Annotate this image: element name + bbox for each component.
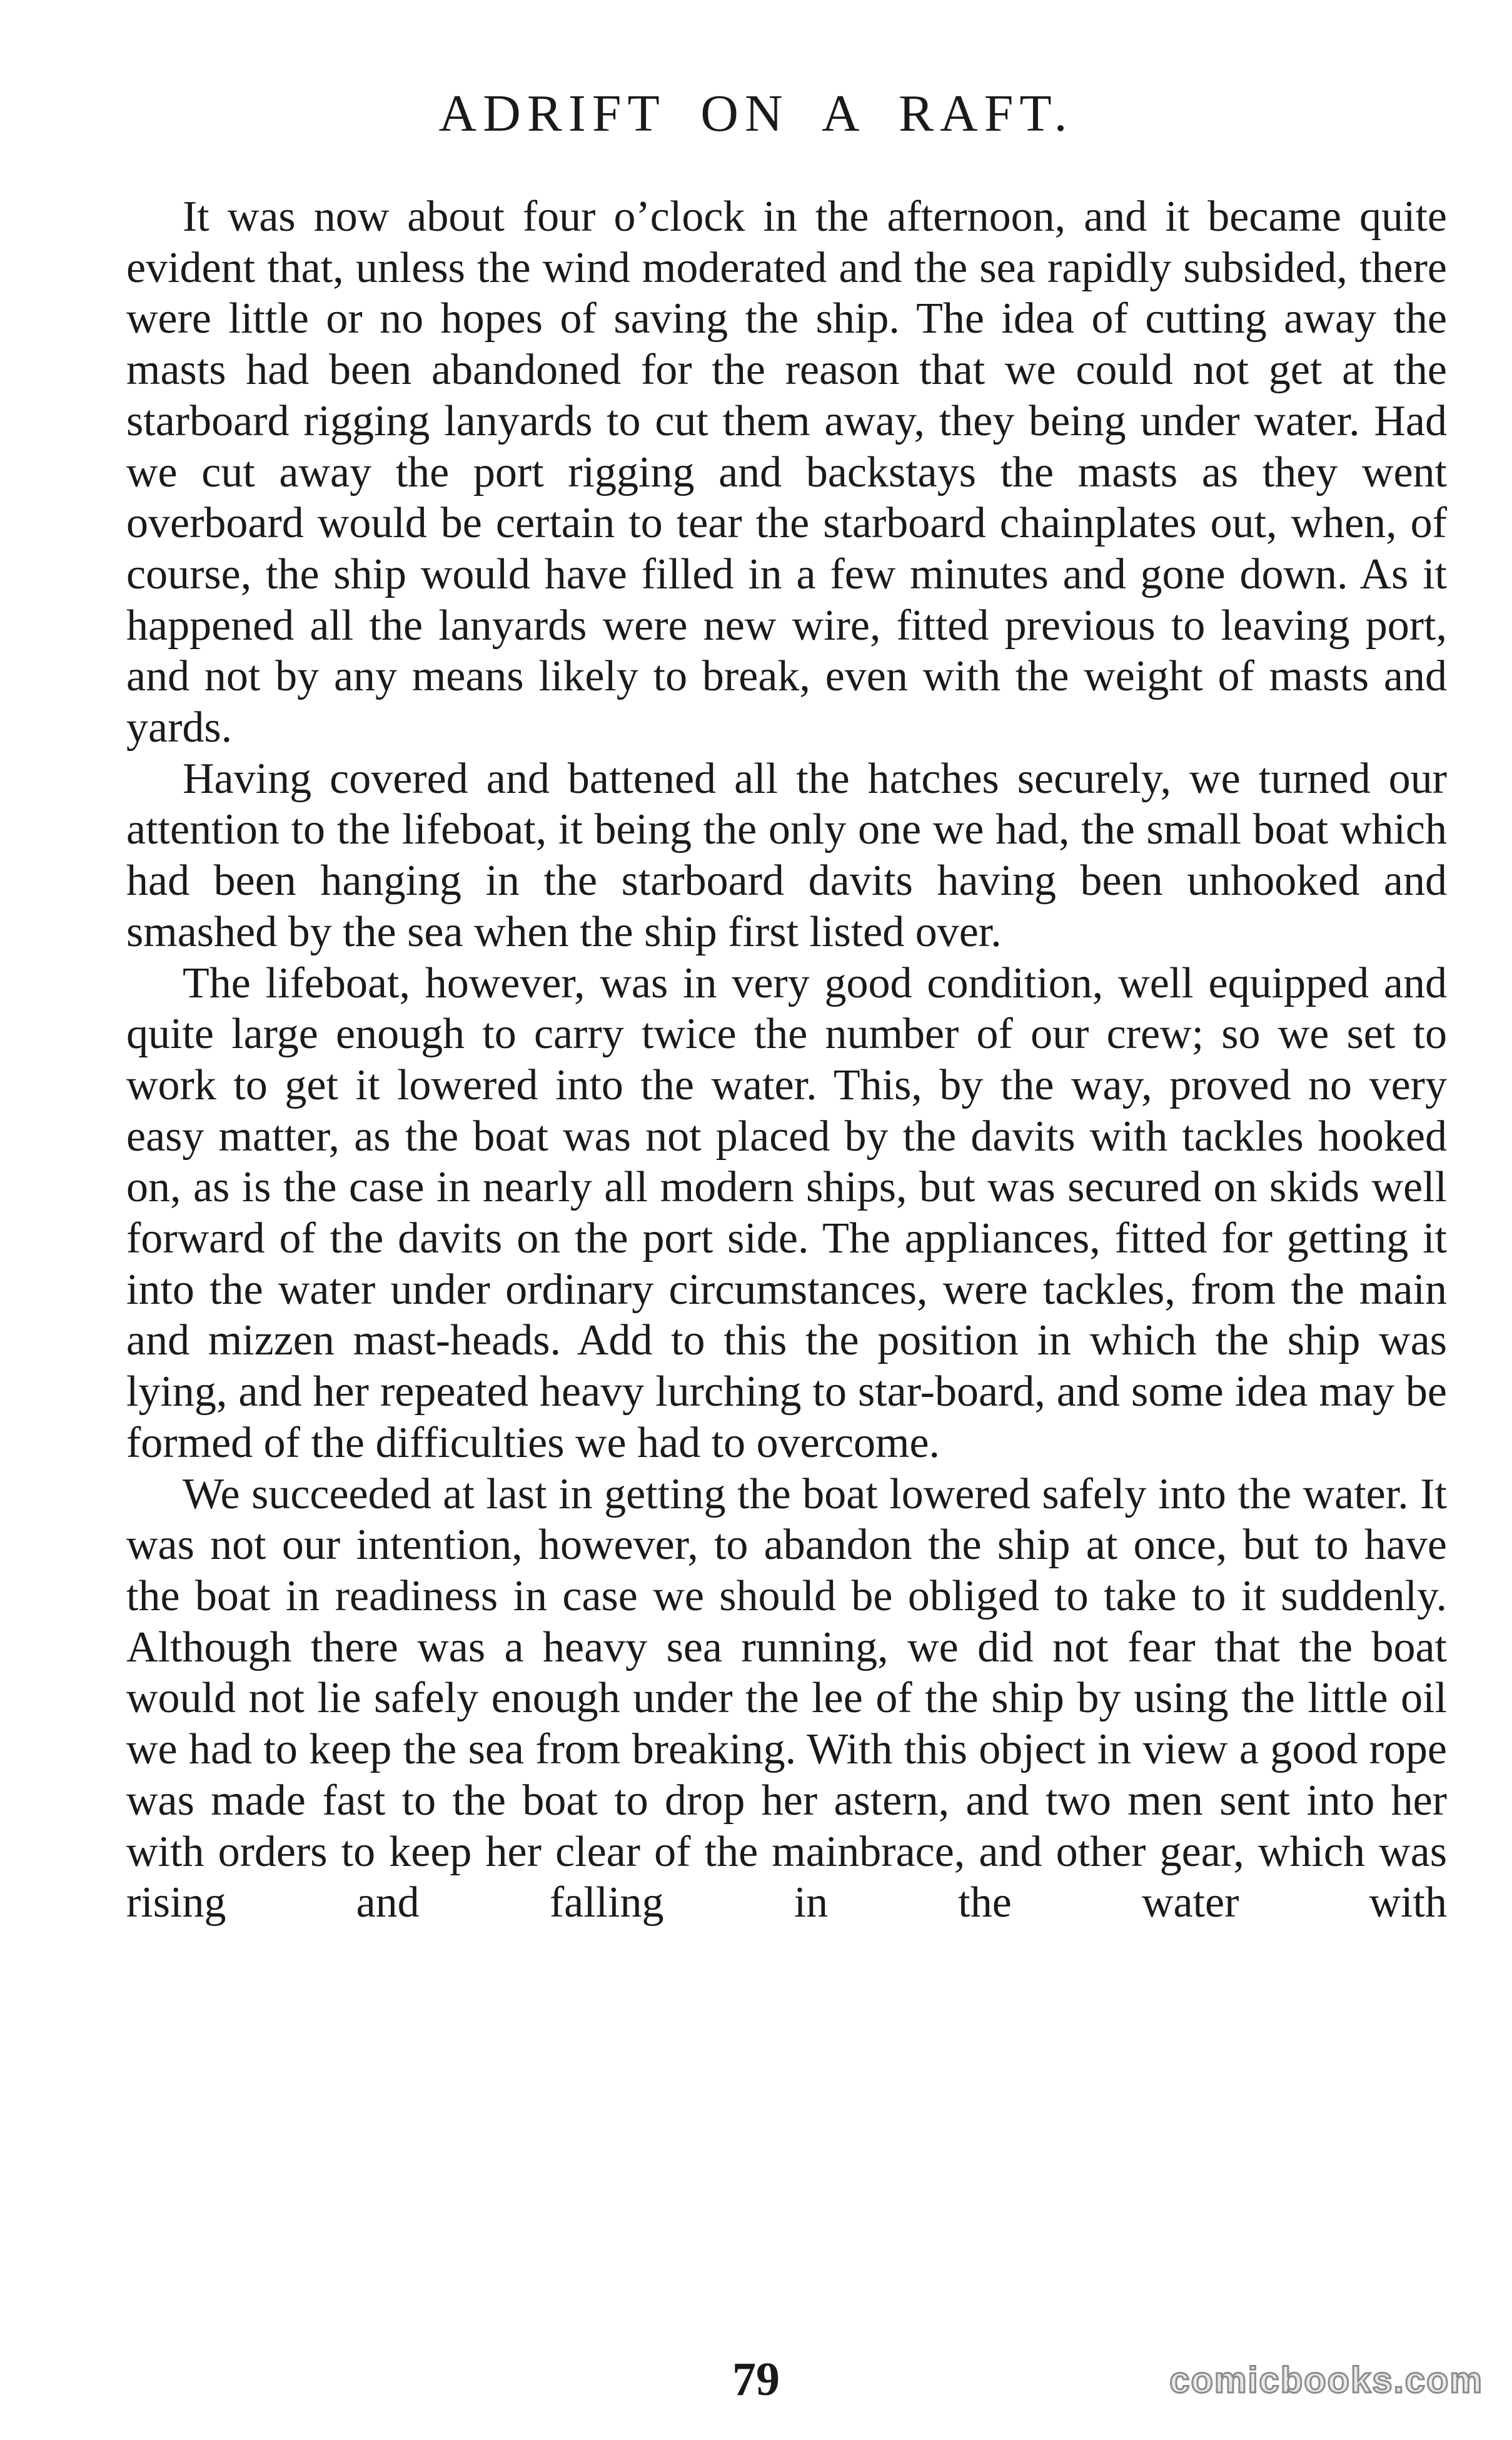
paragraph-1: It was now about four o’clock in the afternoon, and it became quite evident that, unless the wind moderated and the sea rapidly subsided, there were little or no hopes of saving the ship. The idea of cutting away the masts had been abandoned for the reason that we could not get at the starboard rigging lanyards to cut them away, they being under water. Had we cut away the port rigging and backstays the masts as they went overboard would be certain to tear the starboard chainplates out, when, of course, the ship would have filled in a few minutes and gone down. As it happened all the lanyards were new wire, fitted previous to leaving port, and not by any means likely to break, even with the weight of masts and yards.	[126, 193, 1447, 752]
page-number: 79	[732, 2353, 780, 2406]
body-text	[126, 191, 1447, 1928]
running-head: ADRIFT ON A RAFT.	[438, 84, 1074, 143]
watermark-logo: comicbooks.com	[1169, 2360, 1483, 2401]
paragraph-2: Having covered and battened all the hatches securely, we turned our attention to the lifeboat, it being the only one we had, the small boat which had been hanging in the starboard davits having been unhooked and smashed by the sea when the ship first listed over.	[126, 754, 1447, 956]
paragraph-3: The lifeboat, however, was in very good condition, well equipped and quite large enough to carry twice the number of our crew; so we set to work to get it lowered into the water. This, by the way, proved no very easy matter, as the boat was not placed by the davits with tackles hooked on, as is the case in nearly all modern ships, but was secured on skids well forward of the davits on the port side. The appliances, fitted for getting it into the water under ordinary circumstances, were tackles, from the main and mizzen mast-heads. Add to this the position in which the ship was lying, and her repeated heavy lurching to star-board, and some idea may be formed of the difficulties we had to overcome.	[126, 959, 1447, 1467]
paragraph-4: We succeeded at last in getting the boat lowered safely into the water. It was not our intention, however, to abandon the ship at once, but to have the boat in readiness in case we should be obliged to take to it suddenly. Although there was a heavy sea running, we did not fear that the boat would not lie safely enough under the lee of the ship by using the little oil we had to keep the sea from breaking. With this object in view a good rope was made fast to the boat to drop her astern, and two men sent into her with orders to keep her clear of the mainbrace, and other gear, which was rising and falling in the water with	[126, 1470, 1447, 1927]
